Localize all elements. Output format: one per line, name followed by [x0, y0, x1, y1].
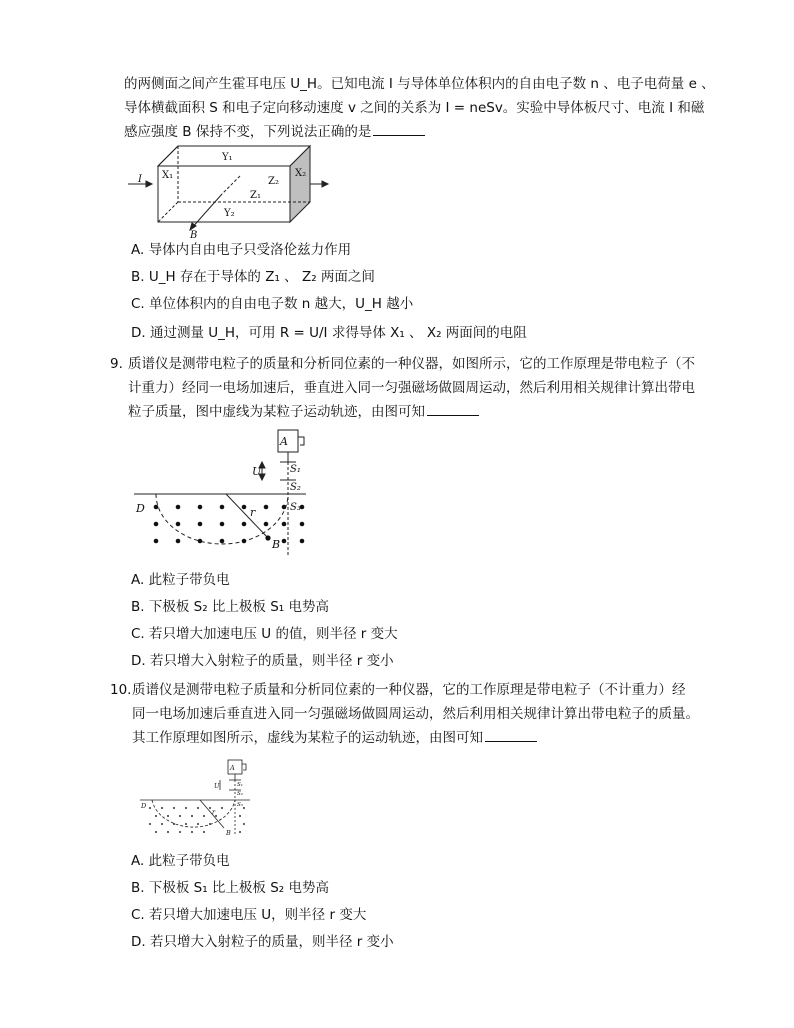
q9-option-a: A. 此粒子带负电	[131, 572, 230, 588]
q9-stem-line-1: 质谱仪是测带电粒子的质量和分析同位素的一种仪器，如图所示，它的工作原理是带电粒子（不	[128, 356, 695, 372]
q8-stem-line-2: 导体横截面积 S 和电子定向移动速度 v 之间的关系为 I = neSv。实验中导体板尺寸、电流 I 和磁	[124, 100, 705, 116]
label-current: I	[138, 174, 142, 185]
label-b: B	[190, 230, 198, 241]
label-a: A	[230, 764, 235, 772]
q8-option-b: B. U_H 存在于导体的 Z₁ 、 Z₂ 两面之间	[131, 269, 375, 285]
q10-stem-line-2: 同一电场加速后垂直进入同一匀强磁场做圆周运动，然后利用相关规律计算出带电粒子的质量。	[132, 706, 699, 722]
answer-blank	[373, 123, 425, 136]
q9-option-c: C. 若只增大加速电压 U 的值，则半径 r 变大	[131, 626, 398, 642]
label-x1: X₁	[162, 170, 174, 181]
label-s3: S₃	[290, 502, 301, 513]
q10-option-a: A. 此粒子带负电	[131, 853, 230, 869]
q8-option-a: A. 导体内自由电子只受洛伦兹力作用	[131, 242, 352, 258]
label-u: U	[252, 465, 262, 478]
mass-spectrometer-figure	[134, 428, 314, 556]
label-r: r	[250, 506, 256, 519]
label-s2: S₂	[290, 482, 301, 493]
label-s1: S₁	[290, 464, 301, 475]
answer-blank	[485, 729, 537, 742]
q10-option-d: D. 若只增大入射粒子的质量，则半径 r 变小	[131, 934, 394, 950]
q9-option-d: D. 若只增大入射粒子的质量，则半径 r 变小	[131, 653, 394, 669]
label-x2: X₂	[295, 168, 307, 179]
q8-stem-line-1: 的两侧面之间产生霍耳电压 U_H。已知电流 I 与导体单位体积内的自由电子数 n 、电子电荷量 e 、	[124, 76, 715, 92]
q10-option-b: B. 下极板 S₁ 比上极板 S₂ 电势高	[131, 880, 329, 896]
q10-number: 10.	[110, 682, 132, 698]
label-d: D	[136, 502, 145, 515]
hall-effect-figure	[124, 142, 334, 241]
label-y1: Y₁	[222, 152, 233, 163]
q9-option-b: B. 下极板 S₂ 比上极板 S₁ 电势高	[131, 599, 329, 615]
q10-stem-line-3: 其工作原理如图所示，虚线为某粒子的运动轨迹，由图可知	[132, 728, 537, 748]
q9-stem-line-3: 粒子质量，图中虚线为某粒子运动轨迹，由图可知	[128, 402, 479, 422]
label-z2: Z₂	[268, 176, 279, 187]
label-z1: Z₁	[250, 190, 261, 201]
block-top-face	[158, 146, 310, 166]
label-u: U	[214, 782, 220, 790]
q8-stem-line-3: 感应强度 B 保持不变，下列说法正确的是	[124, 122, 425, 142]
label-b: B	[272, 538, 281, 551]
label-s1: S₁	[237, 782, 243, 788]
radius-line	[226, 494, 268, 538]
label-b: B	[226, 829, 231, 837]
q10-stem-line-1: 质谱仪是测带电粒子质量和分析同位素的一种仪器，它的工作原理是带电粒子（不计重力）经	[132, 682, 686, 698]
q8-option-d: D. 通过测量 U_H，可用 R = U/I 求得导体 X₁ 、 X₂ 两面间的电阻	[131, 325, 527, 341]
label-s3: S₃	[237, 802, 243, 808]
label-y2: Y₂	[224, 208, 235, 219]
q9-stem-line-2: 计重力）经同一电场加速后，垂直进入同一匀强磁场做圆周运动，然后利用相关规律计算出带电	[128, 380, 695, 396]
label-r: r	[212, 808, 216, 816]
label-a: A	[280, 435, 288, 448]
label-d: D	[141, 802, 147, 810]
answer-blank	[427, 403, 479, 416]
q10-option-c: C. 若只增大加速电压 U，则半径 r 变大	[131, 907, 367, 923]
mass-spectrometer-figure-small	[140, 758, 252, 838]
q9-number: 9.	[110, 356, 123, 372]
magnetic-field-dots	[154, 505, 305, 544]
q8-option-c: C. 单位体积内的自由电子数 n 越大，U_H 越小	[131, 296, 414, 312]
label-s2: S₂	[237, 791, 243, 797]
